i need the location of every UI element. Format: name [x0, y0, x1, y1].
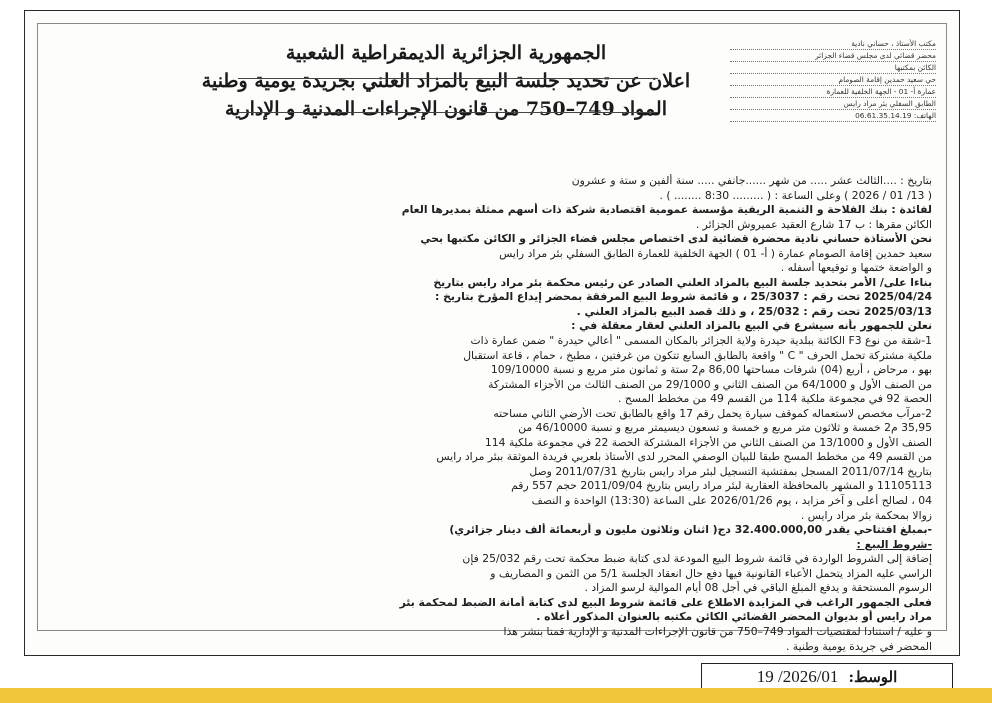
bailiff-line: محضر قضائي لدى مجلس قضاء الجزائر	[730, 50, 936, 62]
body-line: الحصة 92 في مجموعة ملكية 114 من القسم 49 من مخطط المسح .	[617, 392, 932, 406]
bailiff-line: الكائن بمكتبها	[730, 62, 936, 74]
notice-title	[166, 42, 726, 120]
body-line: ( 13/ 01 / 2026 ) وعلى الساعة : ( ......... 8:30 ........ ) .	[659, 188, 932, 202]
body-line: الكائن مقرها : ب 17 شارع العقيد عميروش الجزائر .	[695, 217, 932, 231]
body-line: لفائدة : بنك الفلاحة و التنمية الريفية مؤسسة عمومية اقتصادية شركة ذات أسهم ممثلة بمديرها العام	[401, 203, 932, 217]
body-line: و عليه / استنادا لمقتضيات المواد 749–750 من قانون الإجراءات المدنية و الإدارية قمنا بنشر هذا	[503, 624, 932, 638]
body-line: 2025/04/24 تحت رقم : 25/3037 ، و قائمة شروط البيع المرفقة بمحضر إيداع المؤرخ بتاريخ :	[435, 290, 932, 304]
title-divider	[238, 112, 658, 113]
body-line: بهو ، مرحاض ، أربع (04) شرفات مساحتها 86,00 م2 ستة و ثمانون متر مربع و نسبة 109/10000	[490, 363, 932, 377]
body-line: 2-مرآب مخصص لاستعماله كموقف سيارة يحمل رقم 17 واقع بالطابق تحت الأرضي الثاني مساحته	[493, 406, 932, 420]
articles-heading: المواد 749–750 من قانون الإجراءات المدنية و الإدارية	[225, 98, 667, 120]
body-line: فعلى الجمهور الراغب في المزايدة الاطلاع على قائمة شروط البيع لدى كتابة أمانة الضبط لمحكمة بئر	[399, 595, 932, 609]
body-line: من الصنف الأول و 64/1000 من الصنف الثاني و 29/1000 من الصنف الثالث من الأجزاء المشتركة	[488, 377, 932, 391]
body-line: نحن الأستاذة حساني نادية محضرة قضائية لدى اختصاص مجلس قضاء الجزائر و الكائن مكتبها بحي	[420, 232, 932, 246]
publication-stamp	[701, 663, 953, 691]
announcement-heading: اعلان عن تحديد جلسة البيع بالمزاد العلني بجريدة يومية وطنية	[201, 70, 691, 92]
publication-date: 2026/01/ 19	[756, 667, 839, 686]
body-line: 35,95 م2 خمسة و ثلاثون متر مربع و خمسة و تسعون ديسيمتر مربع و نسبة 46/10000 من	[518, 421, 932, 435]
body-line: 04 ، لصالح أعلى و آخر مزايد ، يوم 2026/01/26 على الساعة (13:30) الواحدة و النصف	[531, 494, 932, 508]
body-line: سعيد حمدين إقامة الصومام عمارة ( أ- 01 ) الجهة الخلفية للعمارة الطابق السفلي بئر مراد رايس	[499, 246, 932, 260]
notice-frame	[37, 23, 947, 653]
body-line: نعلن للجمهور بأنه سيشرع في البيع بالمزاد العلني لعقار معقلة في :	[571, 319, 932, 333]
body-line: بناءا على/ الأمر بتحديد جلسة البيع بالمزاد العلني الصادر عن رئيس محكمة بئر مراد رايس بتاريخ	[433, 275, 932, 289]
body-line: ملكية مشتركة تحمل الحرف " C " واقعة بالطابق السابع تتكون من غرفتين ، مطبخ ، حمام ، قاعة استقبال	[463, 348, 932, 362]
body-line: الصنف الأول و 13/1000 من الصنف الثاني من الأجزاء المشتركة الحصة 22 في مجموعة ملكية 114	[484, 435, 932, 449]
bailiff-line: عمارة أ- 01 - الجهة الخلفية للعمارة	[730, 86, 936, 98]
body-line: إضافة إلى الشروط الواردة في قائمة شروط البيع المودعة لدى كتابة ضبط محكمة تحت رقم 25/032 فإن	[462, 552, 932, 566]
body-line: المحضر في جريدة يومية وطنية .	[785, 639, 932, 653]
body-line: بتاريخ 2011/07/14 المسجل بمفتشية التسجيل لبئر مراد رايس بتاريخ 2011/07/31 وصل	[529, 464, 932, 478]
body-line: و الواضعة ختمها و توقيعها أسفله .	[780, 261, 932, 275]
body-line: -شروط البيع :	[856, 537, 932, 551]
bailiff-line: حي سعيد حمدين إقامة الصومام	[730, 74, 936, 86]
body-line: الرسوم المستحقة و يدفع المبلغ الباقي في أجل 08 أيام الموالية لرسو المزاد .	[584, 581, 932, 595]
body-line: زوالا بمحكمة بئر مراد رايس .	[800, 508, 932, 522]
body-line: 11105113 و المشهر بالمحافظة العقارية لبئر مراد رايس بتاريخ 2011/09/04 حجم 557 رقم	[511, 479, 932, 493]
body-line: 1-شقة من نوع F3 الكائنة ببلدية حيدرة ولاية الجزائر بالمكان المسمى " أعالي حيدرة " ضمن عمارة ذات	[470, 334, 932, 348]
body-line: -بمبلغ افتتاحي يقدر 32.400.000,00 دج( اثنان وثلاثون مليون و أربعمائة ألف دينار جزائري)	[449, 523, 932, 537]
bailiff-line: مكتب الأستاذ ، حساني نادية	[730, 38, 936, 50]
body-line: مراد رايس أو بديوان المحضر القضائي الكائن مكتبه بالعنوان المذكور أعلاه .	[536, 610, 932, 624]
bailiff-info-block	[730, 38, 936, 164]
bailiff-line: الطابق السفلي بئر مراد رايس	[730, 98, 936, 110]
body-line: بتاريخ : ....الثالث عشر ..... من شهر ......جانفي ..... سنة ألفين و ستة و عشرون	[571, 174, 932, 187]
notice-body	[52, 174, 932, 654]
bailiff-line: الهاتف: 06.61.35.14.19	[730, 110, 936, 122]
body-line: من القسم 49 من مخطط المسح طبقا للبيان الوصفي المحرر لدى الأستاذ بلعربي فريدة الموثقة ببئر مراد رايس	[436, 450, 932, 464]
newspaper-name: الوسط:	[848, 668, 898, 686]
body-line: الراسي عليه المزاد يتحمل الأعباء القانونية فيها دفع حال انعقاد الجلسة 5/1 من الثمن و المصاريف و	[490, 566, 932, 580]
body-line: 2025/03/13 تحت رقم : 25/032 ، و ذلك قصد البيع بالمزاد العلني .	[576, 304, 932, 318]
title-divider	[238, 78, 658, 79]
accent-bar	[0, 688, 992, 703]
republic-heading: الجمهورية الجزائرية الديمقراطية الشعبية	[285, 42, 607, 64]
legal-notice-document	[24, 10, 960, 656]
